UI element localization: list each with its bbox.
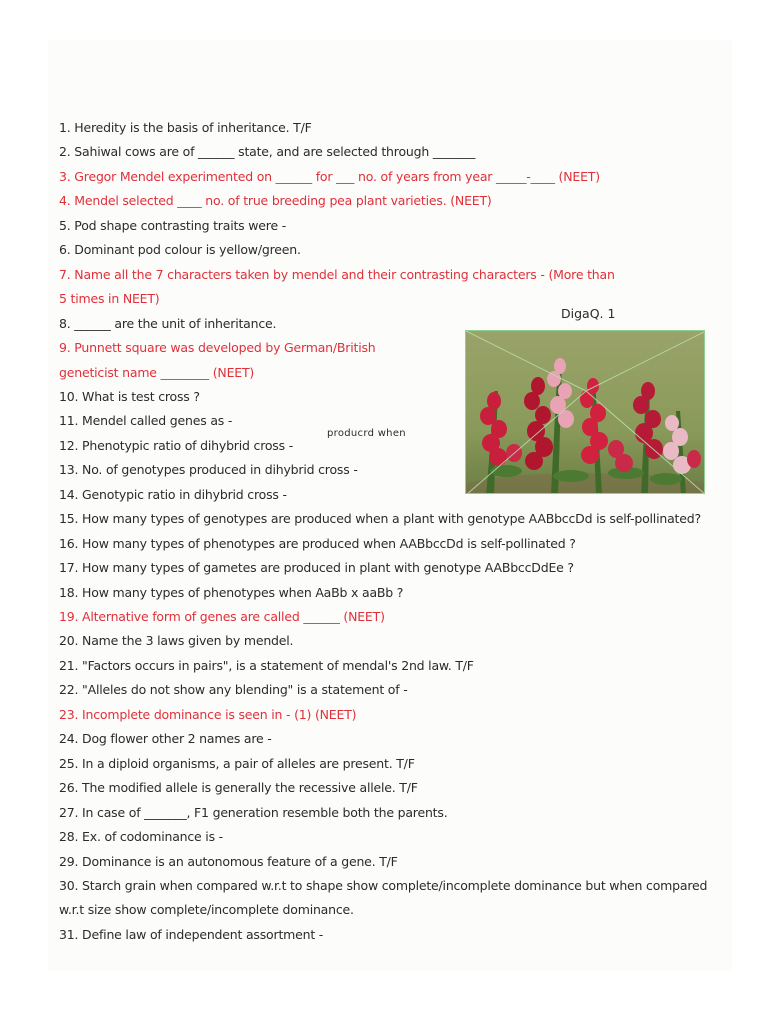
question-line: geneticist name ________ (NEET) [59, 364, 255, 380]
question-line: 3. Gregor Mendel experimented on ______ for ___ no. of years from year _____-____ (NEET) [59, 168, 600, 184]
question-line: 27. In case of _______, F1 generation resemble both the parents. [59, 804, 448, 820]
question-line: 25. In a diploid organisms, a pair of alleles are present. T/F [59, 755, 415, 771]
question-line: 9. Punnett square was developed by German/British [59, 340, 376, 355]
question-line: 13. No. of genotypes produced in dihybrid cross - [59, 462, 358, 478]
question-line: 5. Pod shape contrasting traits were - [59, 217, 287, 233]
figure-caption: DigaQ. 1 [561, 306, 616, 321]
question-line: w.r.t size show complete/incomplete dominance. [59, 902, 354, 918]
question-line: 22. "Alleles do not show any blending" is a statement of - [59, 682, 408, 698]
question-line: 31. Define law of independent assortment - [59, 926, 324, 942]
snapdragon-photo [465, 330, 705, 494]
question-line: 6. Dominant pod colour is yellow/green. [59, 242, 301, 258]
question-line: 17. How many types of gametes are produced in plant with genotype AABbccDdEe ? [59, 560, 574, 576]
question-line: 16. How many types of phenotypes are produced when AABbccDd is self-pollinated ? [59, 535, 576, 551]
question-line: 28. Ex. of codominance is - [59, 829, 223, 844]
question-line: 8. ______ are the unit of inheritance. [59, 315, 277, 331]
question-line: 20. Name the 3 laws given by mendel. [59, 633, 294, 649]
question-line: 26. The modified allele is generally the recessive allele. T/F [59, 780, 418, 796]
question-line: 11. Mendel called genes as - [59, 413, 233, 429]
question-line: 12. Phenotypic ratio of dihybrid cross - [59, 437, 294, 453]
question-line: 15. How many types of genotypes are produced when a plant with genotype AABbccDd is self-pollinated? [59, 511, 701, 527]
question-line: 18. How many types of phenotypes when AaBb x aaBb ? [59, 584, 404, 600]
question-line: 7. Name all the 7 characters taken by mendel and their contrasting characters - (More than [59, 266, 615, 282]
question-line: 21. "Factors occurs in pairs", is a statement of mendal's 2nd law. T/F [59, 657, 474, 673]
question-line: 19. Alternative form of genes are called ______ (NEET) [59, 609, 385, 624]
question-line: 5 times in NEET) [59, 291, 160, 307]
question-line: 4. Mendel selected ____ no. of true breeding pea plant varieties. (NEET) [59, 193, 492, 209]
question-line: 23. Incomplete dominance is seen in - (1) (NEET) [59, 706, 357, 722]
question-line: 24. Dog flower other 2 names are - [59, 731, 272, 747]
question-line: 10. What is test cross ? [59, 388, 200, 404]
question-line: 14. Genotypic ratio in dihybrid cross - [59, 486, 287, 502]
question-line: 2. Sahiwal cows are of ______ state, and are selected through _______ [59, 144, 476, 160]
figure-sidenote: producrd when [327, 428, 406, 439]
question-line: 1. Heredity is the basis of inheritance. T/F [59, 120, 312, 135]
question-line: 29. Dominance is an autonomous feature of a gene. T/F [59, 853, 398, 869]
question-line: 30. Starch grain when compared w.r.t to shape show complete/incomplete dominance but when compared [59, 877, 708, 893]
